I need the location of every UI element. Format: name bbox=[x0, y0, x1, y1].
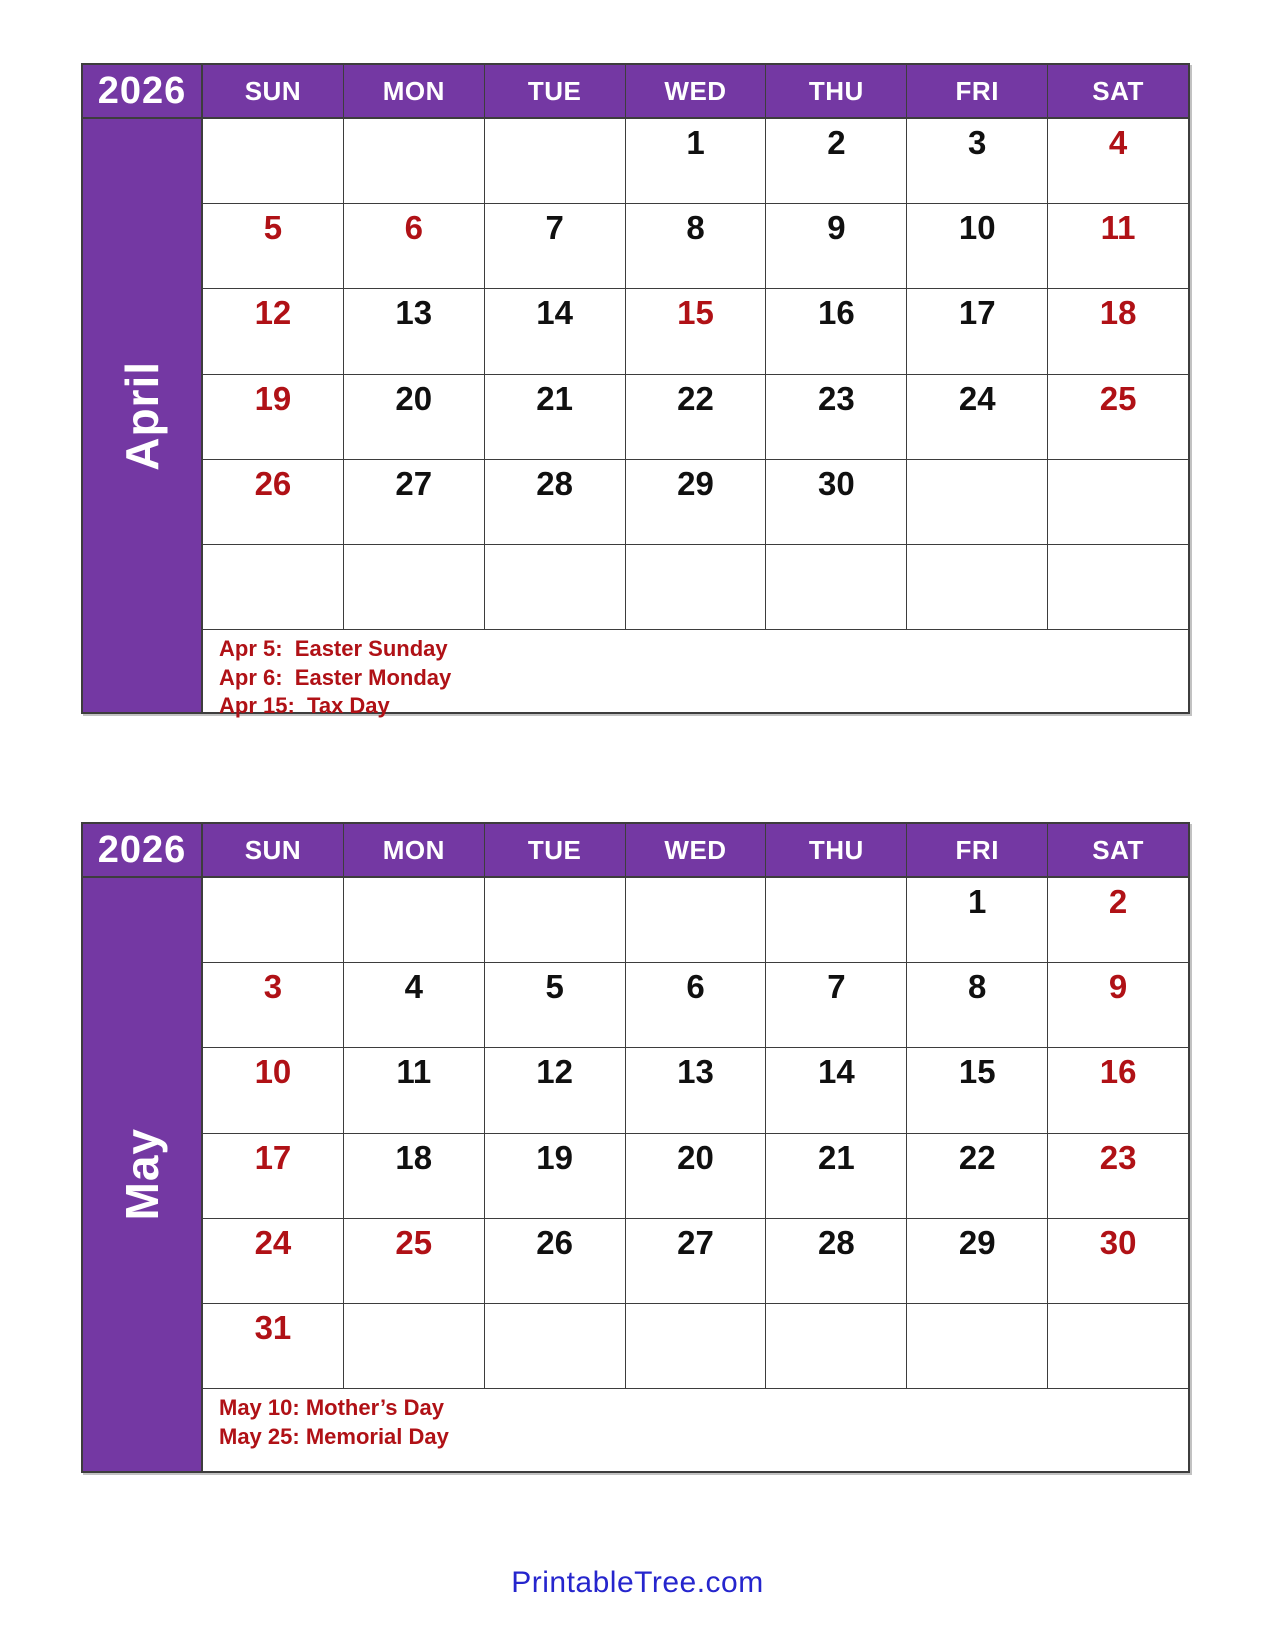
date-cell-empty bbox=[766, 545, 907, 629]
date-cell-13: 13 bbox=[344, 289, 485, 373]
holiday-notes bbox=[203, 1389, 1188, 1471]
date-cell-empty bbox=[626, 545, 767, 629]
date-cell-empty bbox=[626, 1304, 767, 1388]
date-cell-empty bbox=[766, 1304, 907, 1388]
day-header-sat: SAT bbox=[1048, 824, 1188, 876]
date-cell-10: 10 bbox=[907, 204, 1048, 288]
week-row bbox=[203, 878, 1188, 963]
date-cell-16: 16 bbox=[1099, 1053, 1137, 1091]
date-cell-14: 14 bbox=[766, 1048, 907, 1132]
date-cell-20: 20 bbox=[344, 375, 485, 459]
date-cell-22: 22 bbox=[626, 375, 767, 459]
calendar-header-row bbox=[83, 65, 1188, 119]
day-header-sun: SUN bbox=[203, 65, 344, 117]
date-cell-31: 31 bbox=[203, 1304, 344, 1388]
date-cell-empty bbox=[344, 1304, 485, 1388]
date-cell-2: 2 bbox=[766, 119, 907, 203]
date-cell-empty bbox=[907, 1304, 1048, 1388]
week-row bbox=[203, 204, 1188, 289]
day-header-mon: MON bbox=[344, 65, 485, 117]
day-header-sat: SAT bbox=[1048, 65, 1188, 117]
holiday-note: Apr 5: Easter Sunday bbox=[219, 636, 448, 662]
date-cell-empty bbox=[344, 545, 485, 629]
day-header-mon: MON bbox=[344, 824, 485, 876]
holiday-note: Apr 15: Tax Day bbox=[219, 693, 390, 719]
date-cell-17: 17 bbox=[907, 289, 1048, 373]
date-cell-4: 4 bbox=[1108, 124, 1128, 161]
day-header-thu: THU bbox=[766, 824, 907, 876]
date-grid bbox=[203, 119, 1188, 719]
month-label: May bbox=[116, 1128, 168, 1221]
date-cell-10: 10 bbox=[203, 1048, 344, 1132]
date-cell-empty bbox=[1048, 460, 1188, 544]
date-cell-28: 28 bbox=[766, 1219, 907, 1303]
day-header-wed: WED bbox=[626, 824, 767, 876]
date-cell-24: 24 bbox=[203, 1219, 344, 1303]
week-row bbox=[203, 1304, 1188, 1389]
date-cell-16: 16 bbox=[766, 289, 907, 373]
date-cell-empty bbox=[485, 1304, 626, 1388]
week-row bbox=[203, 545, 1188, 630]
date-cell-29: 29 bbox=[907, 1219, 1048, 1303]
week-row bbox=[203, 963, 1188, 1048]
day-header-wed: WED bbox=[626, 65, 767, 117]
date-cell-25: 25 bbox=[1099, 379, 1137, 417]
year-label: 2026 bbox=[83, 824, 203, 876]
week-row bbox=[203, 460, 1188, 545]
date-cell-empty bbox=[203, 545, 344, 629]
date-cell-27: 27 bbox=[626, 1219, 767, 1303]
date-cell-19: 19 bbox=[203, 375, 344, 459]
date-cell-22: 22 bbox=[907, 1134, 1048, 1218]
date-cell-12: 12 bbox=[485, 1048, 626, 1132]
date-cell-6: 6 bbox=[344, 204, 485, 288]
date-cell-28: 28 bbox=[485, 460, 626, 544]
week-row bbox=[203, 1048, 1188, 1133]
date-cell-26: 26 bbox=[485, 1219, 626, 1303]
holiday-notes bbox=[203, 630, 1188, 719]
date-cell-12: 12 bbox=[203, 289, 344, 373]
date-cell-empty bbox=[766, 878, 907, 962]
date-cell-27: 27 bbox=[344, 460, 485, 544]
holiday-note: Apr 6: Easter Monday bbox=[219, 664, 452, 690]
date-cell-11: 11 bbox=[1100, 209, 1136, 247]
month-sidebar bbox=[83, 119, 203, 712]
date-cell-8: 8 bbox=[626, 204, 767, 288]
date-cell-20: 20 bbox=[626, 1134, 767, 1218]
footer bbox=[0, 1566, 1275, 1600]
date-cell-13: 13 bbox=[626, 1048, 767, 1132]
date-cell-30: 30 bbox=[1099, 1223, 1137, 1261]
date-cell-21: 21 bbox=[766, 1134, 907, 1218]
date-cell-7: 7 bbox=[766, 963, 907, 1047]
calendar-may-2026 bbox=[81, 822, 1190, 1473]
date-cell-18: 18 bbox=[344, 1134, 485, 1218]
date-cell-empty bbox=[907, 460, 1048, 544]
date-cell-empty bbox=[485, 878, 626, 962]
date-cell-25: 25 bbox=[344, 1219, 485, 1303]
day-header-fri: FRI bbox=[907, 824, 1048, 876]
date-cell-9: 9 bbox=[766, 204, 907, 288]
month-sidebar bbox=[83, 878, 203, 1471]
date-cell-1: 1 bbox=[626, 119, 767, 203]
day-header-row bbox=[203, 824, 1188, 876]
date-cell-empty bbox=[626, 878, 767, 962]
day-header-sun: SUN bbox=[203, 824, 344, 876]
date-cell-24: 24 bbox=[907, 375, 1048, 459]
date-cell-19: 19 bbox=[485, 1134, 626, 1218]
date-cell-empty bbox=[344, 878, 485, 962]
date-cell-empty bbox=[203, 878, 344, 962]
date-cell-5: 5 bbox=[203, 204, 344, 288]
date-cell-26: 26 bbox=[203, 460, 344, 544]
day-header-fri: FRI bbox=[907, 65, 1048, 117]
date-cell-18: 18 bbox=[1099, 294, 1137, 332]
date-cell-6: 6 bbox=[626, 963, 767, 1047]
holiday-note: May 10: Mother’s Day bbox=[219, 1395, 444, 1421]
date-cell-3: 3 bbox=[203, 963, 344, 1047]
date-cell-15: 15 bbox=[626, 289, 767, 373]
date-cell-empty bbox=[1048, 545, 1188, 629]
holiday-note: May 25: Memorial Day bbox=[219, 1423, 449, 1449]
date-cell-21: 21 bbox=[485, 375, 626, 459]
date-cell-23: 23 bbox=[1099, 1138, 1137, 1176]
date-cell-17: 17 bbox=[203, 1134, 344, 1218]
calendar-body bbox=[83, 878, 1188, 1471]
week-row bbox=[203, 1219, 1188, 1304]
date-cell-empty bbox=[485, 545, 626, 629]
date-cell-empty bbox=[344, 119, 485, 203]
date-cell-empty bbox=[203, 119, 344, 203]
day-header-thu: THU bbox=[766, 65, 907, 117]
year-label: 2026 bbox=[83, 65, 203, 117]
day-header-tue: TUE bbox=[485, 65, 626, 117]
date-cell-14: 14 bbox=[485, 289, 626, 373]
day-header-row bbox=[203, 65, 1188, 117]
calendar-body bbox=[83, 119, 1188, 719]
date-cell-5: 5 bbox=[485, 963, 626, 1047]
week-row bbox=[203, 289, 1188, 374]
month-label: April bbox=[116, 360, 168, 471]
date-cell-3: 3 bbox=[907, 119, 1048, 203]
date-cell-2: 2 bbox=[1108, 883, 1128, 920]
printabletree-link[interactable]: PrintableTree.com bbox=[511, 1566, 764, 1599]
week-row bbox=[203, 1134, 1188, 1219]
date-grid bbox=[203, 878, 1188, 1471]
date-cell-15: 15 bbox=[907, 1048, 1048, 1132]
calendar-header-row bbox=[83, 824, 1188, 878]
date-cell-empty bbox=[907, 545, 1048, 629]
date-cell-9: 9 bbox=[1108, 968, 1128, 1006]
date-cell-1: 1 bbox=[907, 878, 1048, 962]
calendar-april-2026 bbox=[81, 63, 1190, 719]
day-header-tue: TUE bbox=[485, 824, 626, 876]
week-row bbox=[203, 119, 1188, 204]
date-cell-11: 11 bbox=[344, 1048, 485, 1132]
date-cell-empty bbox=[1048, 1304, 1188, 1388]
date-cell-7: 7 bbox=[485, 204, 626, 288]
date-cell-8: 8 bbox=[907, 963, 1048, 1047]
date-cell-23: 23 bbox=[766, 375, 907, 459]
date-cell-4: 4 bbox=[344, 963, 485, 1047]
date-cell-empty bbox=[485, 119, 626, 203]
week-row bbox=[203, 375, 1188, 460]
date-cell-29: 29 bbox=[626, 460, 767, 544]
date-cell-30: 30 bbox=[766, 460, 907, 544]
